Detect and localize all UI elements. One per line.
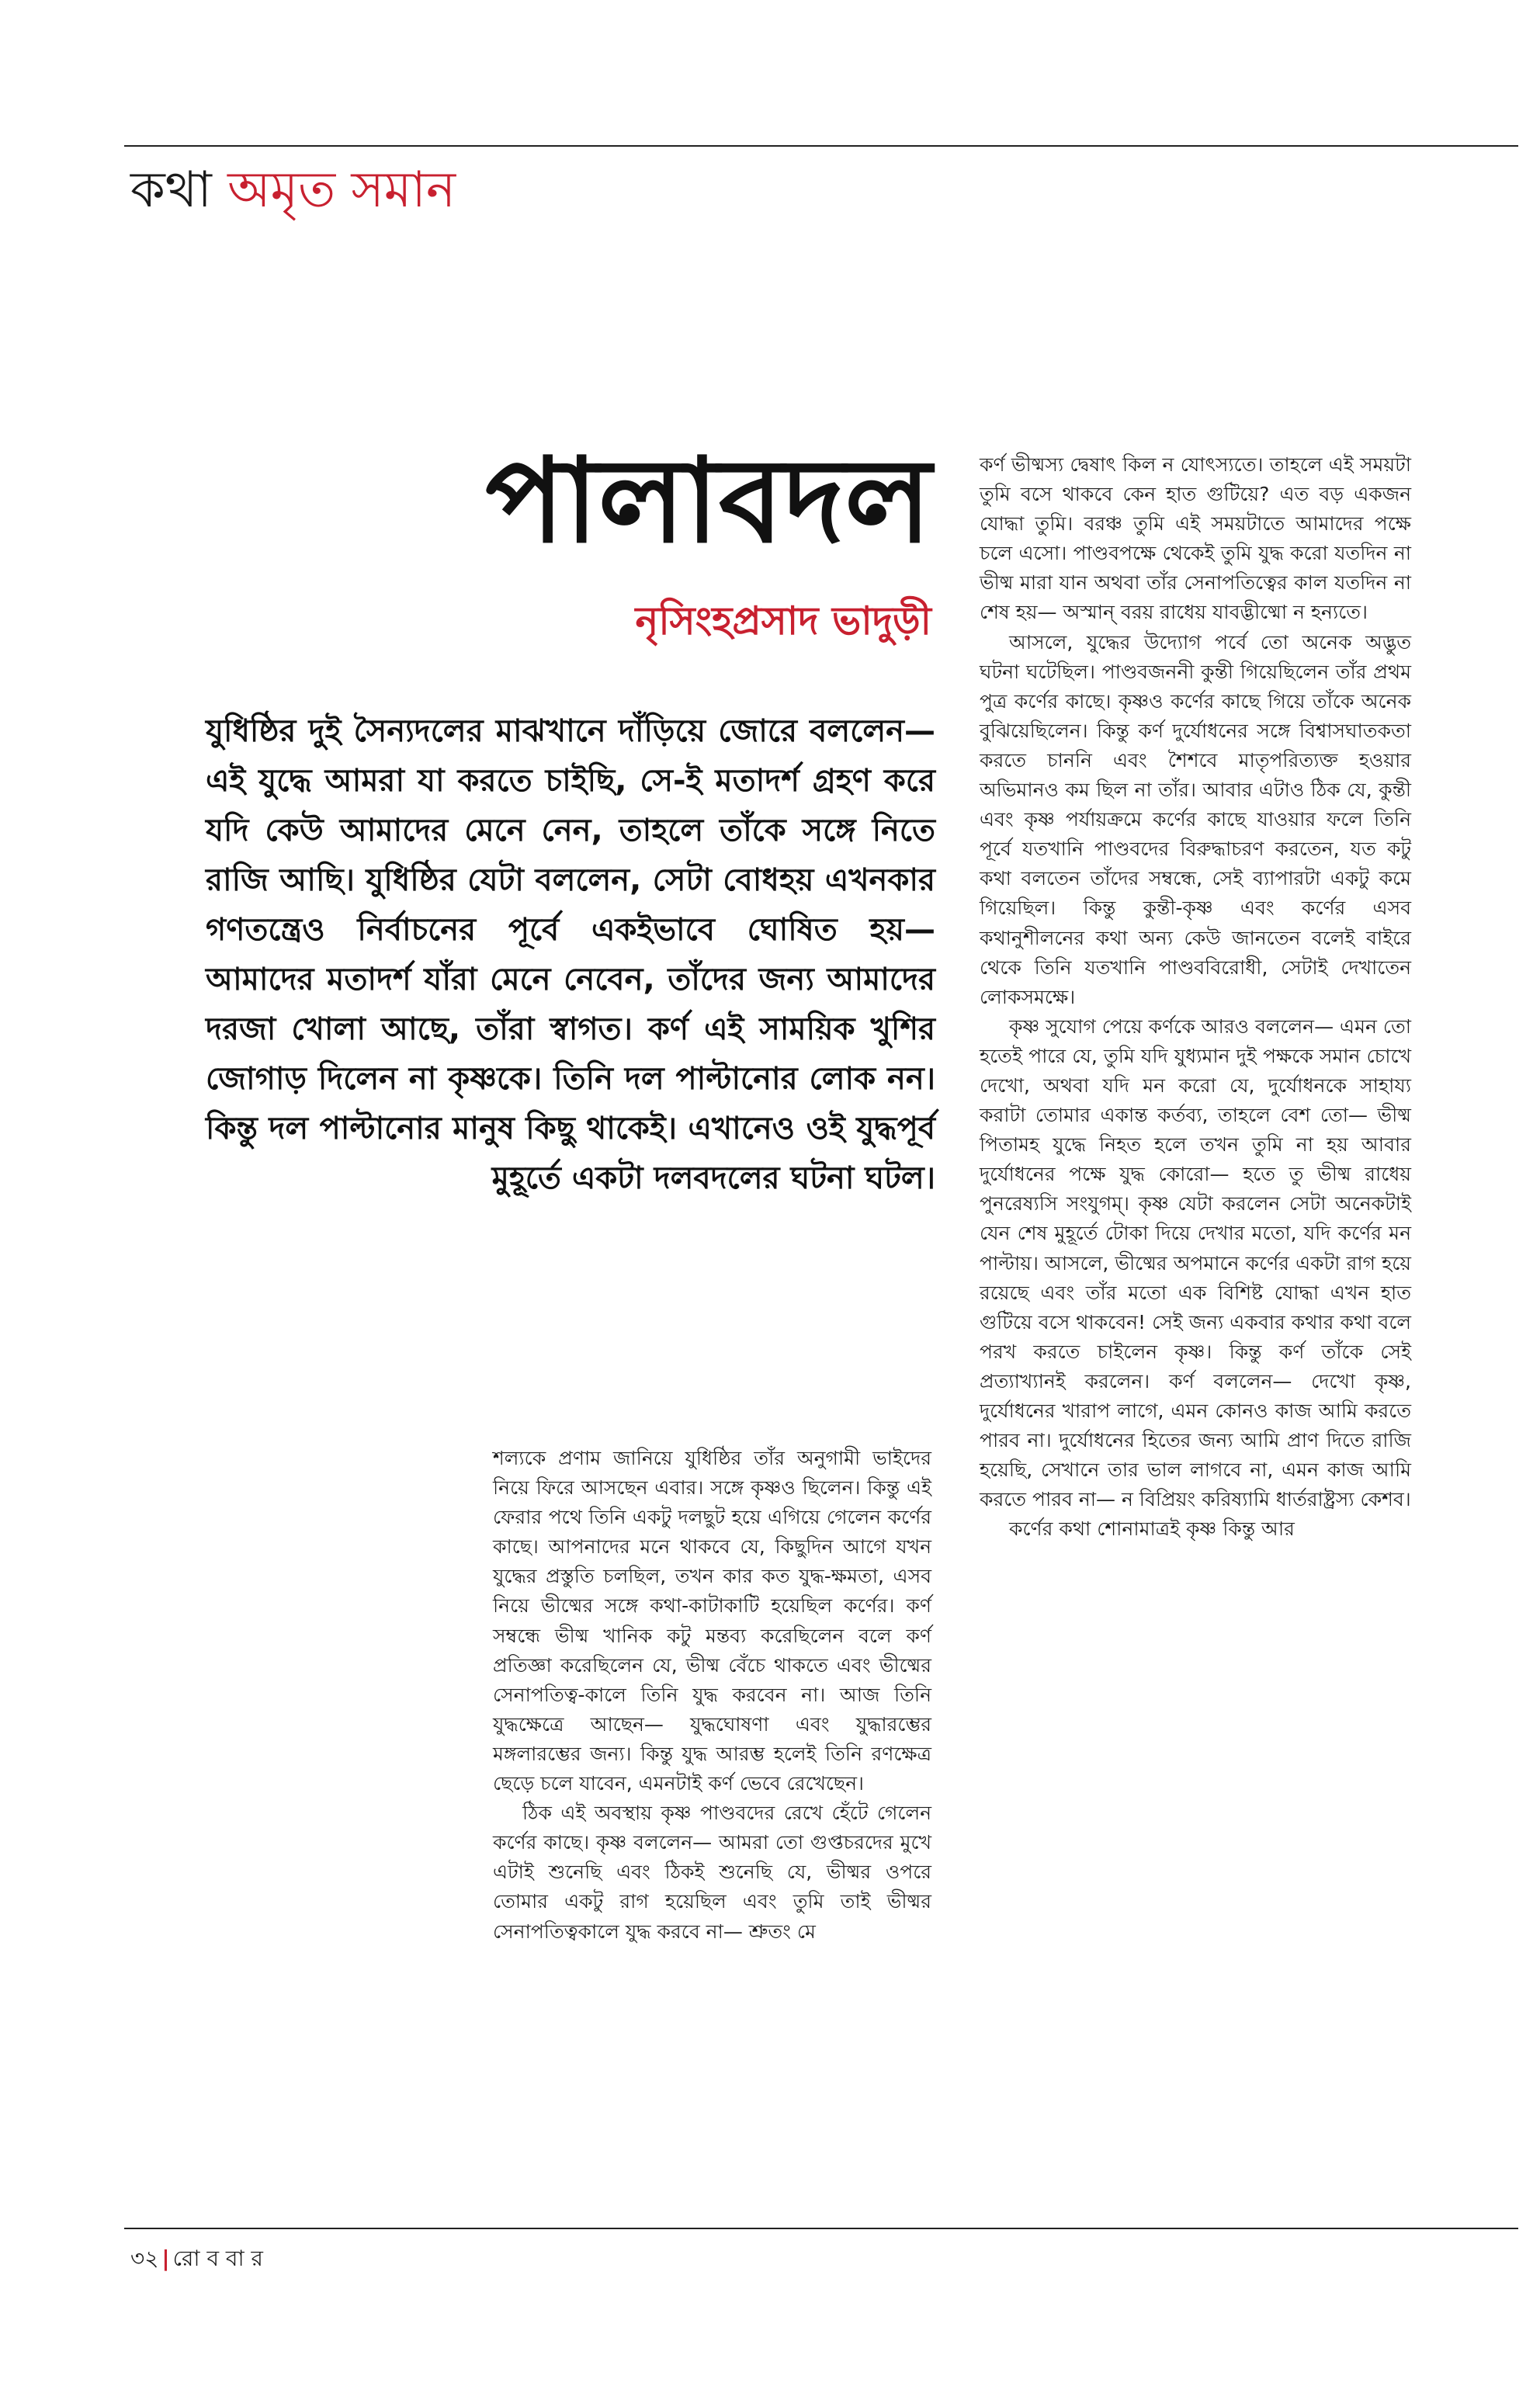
body-column-right	[980, 450, 1411, 1544]
paragraph: ঠিক এই অবস্থায় কৃষ্ণ পাণ্ডবদের রেখে হেঁটে গেলেন কর্ণের কাছে। কৃষ্ণ বললেন— আমরা তো গুপ্তচরদের মুখে এটাই শুনেছি এবং ঠিকই শুনেছি যে, ভীষ্মর ওপরে তোমার একটু রাগ হয়েছিল এবং তুমি তাই ভীষ্মর সেনাপতিত্বকালে যুদ্ধ করবে না— শ্রুতং মে	[493, 1802, 931, 1943]
paragraph: কর্ণের কথা শোনামাত্রই কৃষ্ণ কিন্তু আর	[1009, 1517, 1295, 1541]
paragraph: কৃষ্ণ সুযোগ পেয়ে কর্ণকে আরও বললেন— এমন তো হতেই পারে যে, তুমি যদি যুধ্যমান দুই পক্ষকে সমান চোখে দেখো, অথবা যদি মন করো যে, দুর্যোধনকে সাহায্য করাটা তোমার একান্ত কর্তব্য, তাহলে বেশ তো— ভীষ্ম পিতামহ যুদ্ধে নিহত হলে তখন তুমি না হয় আবার দুর্যোধনের পক্ষে যুদ্ধ কোরো— হতে তু ভীষ্ম রাধেয় পুনরেষ্যসি সংযুগম্। কৃষ্ণ যেটা করলেন সেটা অনেকটাই যেন শেষ মুহূর্তে টোকা দিয়ে দেখার মতো, যদি কর্ণের মন পাল্টায়। আসলে, ভীষ্মের অপমানে কর্ণের একটা রাগ হয়ে রয়েছে এবং তাঁর মতো এক বিশিষ্ট যোদ্ধা এখন হাত গুটিয়ে বসে থাকবেন! সেই জন্য একবার কথার কথা বলে পরখ করতে চাইলেন কৃষ্ণ। কিন্তু কর্ণ তাঁকে সেই প্রত্যাখ্যানই করলেন। কর্ণ বললেন— দেখো কৃষ্ণ, দুর্যোধনের খারাপ লাগে, এমন কোনও কাজ আমি করতে পারব না। দুর্যোধনের হিতের জন্য আমি প্রাণ দিতে রাজি হয়েছি, সেখানে তার ভাল লাগবে না, এমন কাজ আমি করতে পারব না— ন বিপ্রিয়ং করিষ্যামি ধার্তরাষ্ট্রস্য কেশব।	[980, 1014, 1411, 1511]
page-footer	[130, 2239, 263, 2278]
body-column-middle	[493, 1444, 931, 1947]
section-title	[130, 155, 456, 225]
bottom-rule	[124, 2228, 1518, 2229]
section-title-prefix: কথা	[130, 161, 212, 219]
paragraph: আসলে, যুদ্ধের উদ্যোগ পর্বে তো অনেক অদ্ভুত ঘটনা ঘটেছিল। পাণ্ডবজননী কুন্তী গিয়েছিলেন তাঁর প্রথম পুত্র কর্ণের কাছে। কৃষ্ণও কর্ণের কাছে গিয়ে তাঁকে অনেক বুঝিয়েছিলেন। কিন্তু কর্ণ দুর্যোধনের সঙ্গে বিশ্বাসঘাতকতা করতে চাননি এবং শৈশবে মাতৃপরিত্যক্ত হওয়ার অভিমানও কম ছিল না তাঁর। আবার এটাও ঠিক যে, কুন্তী এবং কৃষ্ণ পর্যায়ক্রমে কর্ণের কাছে যাওয়ার ফলে তিনি পূর্বে যতখানি পাণ্ডবদের বিরুদ্ধাচরণ করতেন, যত কটু কথা বলতেন তাঁদের সম্বন্ধে, সেই ব্যাপারটা একটু কমে গিয়েছিল। কিন্তু কুন্তী-কৃষ্ণ এবং কর্ণের এসব কথানুশীলনের কথা অন্য কেউ জানতেন বলেই বাইরে থেকে তিনি যতখানি পাণ্ডববিরোধী, সেটাই দেখাতেন লোকসমক্ষে।	[980, 630, 1411, 1008]
page-number: ৩২	[130, 2246, 159, 2271]
paragraph: শল্যকে প্রণাম জানিয়ে যুধিষ্ঠির তাঁর অনুগামী ভাইদের নিয়ে ফিরে আসছেন এবার। সঙ্গে কৃষ্ণও ছিলেন। কিন্তু এই ফেরার পথে তিনি একটু দলছুট হয়ে এগিয়ে গেলেন কর্ণের কাছে। আপনাদের মনে থাকবে যে, কিছুদিন আগে যখন যুদ্ধের প্রস্তুতি চলছিল, তখন কার কত যুদ্ধ-ক্ষমতা, এসব নিয়ে ভীষ্মের সঙ্গে কথা-কাটাকাটি হয়েছিল কর্ণের। কর্ণ সম্বন্ধে ভীষ্ম খানিক কটু মন্তব্য করেছিলেন বলে কর্ণ প্রতিজ্ঞা করেছিলেন যে, ভীষ্ম বেঁচে থাকতে এবং ভীষ্মের সেনাপতিত্ব-কালে তিনি যুদ্ধ করবেন না। আজ তিনি যুদ্ধক্ষেত্রে আছেন— যুদ্ধঘোষণা এবং যুদ্ধারম্ভের মঙ্গলারম্ভের জন্য। কিন্তু যুদ্ধ আরম্ভ হলেই তিনি রণক্ষেত্র ছেড়ে চলে যাবেন, এমনটাই কর্ণ ভেবে রেখেছেন।	[493, 1447, 931, 1795]
magazine-name: রো ব বা র	[172, 2246, 263, 2271]
footer-separator: |	[161, 2246, 170, 2271]
section-title-accent: অমৃত সমান	[227, 161, 456, 219]
article-title: পালাবদল	[485, 432, 931, 569]
top-rule	[124, 145, 1518, 147]
article-intro: যুধিষ্ঠির দুই সৈন্যদলের মাঝখানে দাঁড়িয়ে জোরে বললেন— এই যুদ্ধে আমরা যা করতে চাইছি, সে-ই মতাদর্শ গ্রহণ করে যদি কেউ আমাদের মেনে নেন, তাহলে তাঁকে সঙ্গে নিতে রাজি আছি। যুধিষ্ঠির যেটা বললেন, সেটা বোধহয় এখনকার গণতন্ত্রেও নির্বাচনের পূর্বে একইভাবে ঘোষিত হয়— আমাদের মতাদর্শ যাঁরা মেনে নেবেন, তাঁদের জন্য আমাদের দরজা খোলা আছে, তাঁরা স্বাগত। কর্ণ এই সাময়িক খুশির জোগাড় দিলেন না কৃষ্ণকে। তিনি দল পাল্টানোর লোক নন। কিন্তু দল পাল্টানোর মানুষ কিছু থাকেই। এখানেও ওই যুদ্ধপূর্ব মুহূর্তে একটা দলবদলের ঘটনা ঘটল।	[206, 713, 935, 1196]
article-author: নৃসিংহপ্রসাদ ভাদুড়ী	[635, 598, 931, 643]
paragraph: কর্ণ ভীষ্মস্য দ্বেষাৎ কিল ন যোৎস্যতে। তাহলে এই সময়টা তুমি বসে থাকবে কেন হাত গুটিয়ে? এত বড় একজন যোদ্ধা তুমি। বরঞ্চ তুমি এই সময়টাতে আমাদের পক্ষে চলে এসো। পাণ্ডবপক্ষে থেকেই তুমি যুদ্ধ করো যতদিন না ভীষ্ম মারা যান অথবা তাঁর সেনাপতিত্বের কাল যতদিন না শেষ হয়— অস্মান্ বরয় রাধেয় যাবদ্ভীষ্মো ন হন্যতে।	[980, 453, 1411, 624]
